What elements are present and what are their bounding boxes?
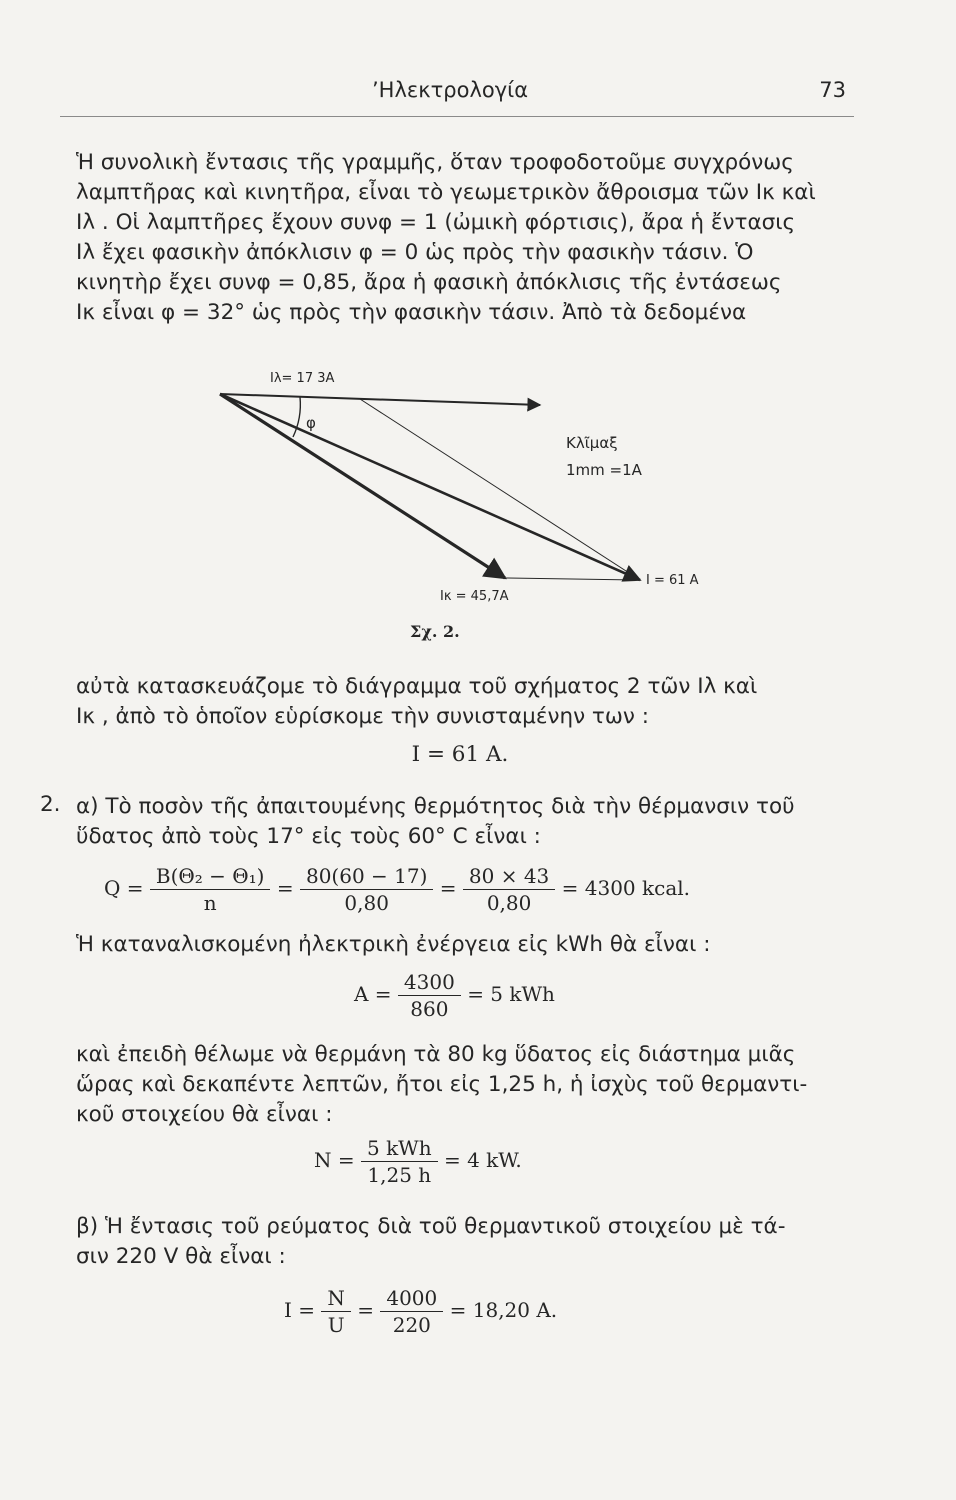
numerator: 4000 xyxy=(380,1288,443,1312)
fraction xyxy=(300,866,433,913)
equation: I = 61 A. xyxy=(411,742,509,767)
scale-value: 1mm =1A xyxy=(566,461,642,479)
text-line: Ἡ καταναλισκομένη ἠλεκτρικὴ ἐνέργεια εἰς kWh θὰ εἶναι : xyxy=(76,932,711,957)
construction-line xyxy=(360,399,640,580)
formula-n xyxy=(314,1138,522,1185)
formula-a xyxy=(354,972,555,1019)
text-line: β) Ἡ ἔντασις τοῦ ρεύματος διὰ τοῦ θερμαντικοῦ στοιχείου μὲ τά- xyxy=(76,1214,786,1239)
text-line: κοῦ στοιχείου θὰ εἶναι : xyxy=(76,1102,333,1127)
fraction xyxy=(463,866,555,913)
after-diagram-paragraph xyxy=(76,672,856,732)
phi-label: φ xyxy=(306,414,316,432)
denominator: 220 xyxy=(392,1313,431,1337)
numerator: B(Θ₂ − Θ₁) xyxy=(150,866,271,890)
text-line: λαμπτῆρας καὶ κινητῆρα, εἶναι τὸ γεωμετρικὸν ἄθροισμα τῶν Iκ καὶ xyxy=(76,180,816,205)
numerator: 80(60 − 17) xyxy=(300,866,433,890)
phi-angle-arc xyxy=(293,397,300,437)
formula-result: = 4 kW. xyxy=(443,1148,522,1172)
fraction xyxy=(398,972,461,1019)
formula-i: I = $\frac{N}{U}$ = $\frac{4000}{220}$ = 18,20 A. xyxy=(284,1286,558,1337)
formula-lhs: Q = xyxy=(104,876,144,900)
denominator: 0,80 xyxy=(344,891,389,915)
power-paragraph xyxy=(76,1040,856,1130)
i-label: I = 61 A xyxy=(646,573,699,588)
denominator: n xyxy=(203,891,217,915)
text-line: Iκ , ἀπὸ τὸ ὁποῖον εὑρίσκομε τὴν συνισταμένην των : xyxy=(76,704,649,729)
formula-result: = 18,20 A. xyxy=(449,1298,558,1322)
text-line: καὶ ἐπειδὴ θέλωμε νὰ θερμάνη τὰ 80 kg ὕδατος εἰς διάστημα μιᾶς xyxy=(76,1042,796,1067)
text-line: Iλ ἔχει φασικὴν ἀπόκλισιν φ = 0 ὡς πρὸς τὴν φασικὴν τάσιν. Ὁ xyxy=(76,240,754,265)
ik-vector xyxy=(220,394,505,578)
fraction xyxy=(150,866,271,913)
text-line: Ἡ συνολικὴ ἔντασις τῆς γραμμῆς, ὅταν τροφοδοτοῦμε συγχρόνως xyxy=(76,150,794,175)
text-line: ὥρας καὶ δεκαπέντε λεπτῶν, ἤτοι εἰς 1,25 h, ἡ ἰσχὺς τοῦ θερμαντι- xyxy=(76,1072,808,1097)
numerator: 80 × 43 xyxy=(463,866,555,890)
numerator: 5 kWh xyxy=(361,1138,438,1162)
construction-line xyxy=(505,578,640,580)
text-line: αὐτὰ κατασκευάζομε τὸ διάγραμμα τοῦ σχήματος 2 τῶν Iλ καὶ xyxy=(76,674,758,699)
formula-lhs: A = xyxy=(354,982,392,1006)
denominator: U xyxy=(327,1313,345,1337)
text-line: κινητὴρ ἔχει συνφ = 0,85, ἄρα ἡ φασικὴ ἀπόκλισις τῆς ἐντάσεως xyxy=(76,270,782,295)
text-line: σιν 220 V θὰ εἶναι : xyxy=(76,1244,286,1269)
denominator: 0,80 xyxy=(486,891,532,915)
result-line xyxy=(60,740,860,770)
fraction xyxy=(361,1138,438,1185)
text-line: Iλ . Οἱ λαμπτῆρες ἔχουν συνφ = 1 (ὠμικὴ φόρτισις), ἄρα ἡ ἔντασις xyxy=(76,210,796,235)
fraction xyxy=(380,1288,443,1335)
figure-caption: Σχ. 2. xyxy=(410,622,460,641)
formula-lhs: N = xyxy=(314,1148,355,1172)
fraction xyxy=(321,1288,351,1335)
scale-title: Κλῖμαξ xyxy=(566,434,618,452)
energy-paragraph xyxy=(76,930,856,960)
i-resultant-vector xyxy=(220,394,640,580)
page-number: 73 xyxy=(819,78,846,102)
ik-label: Iκ = 45,7A xyxy=(440,589,509,604)
formula-result: = 5 kWh xyxy=(467,982,555,1006)
running-title: ’Ηλεκτρολογία xyxy=(372,78,529,102)
numerator: 4300 xyxy=(398,972,461,996)
il-vector xyxy=(220,394,540,405)
denominator: 860 xyxy=(410,997,449,1021)
numerator: N xyxy=(321,1288,351,1312)
vector-diagram xyxy=(0,0,956,660)
text-line: α) Τὸ ποσὸν τῆς ἀπαιτουμένης θερμότητος διὰ τὴν θέρμανσιν τοῦ xyxy=(76,794,795,819)
item-number: 2. xyxy=(40,792,61,817)
item2b-paragraph xyxy=(76,1212,856,1272)
formula-q: Q = $\frac{\text{B(Θ₂ − Θ₁)}}{n}$ = $\frac{80(60 - 17)}{0,80}$ = $\frac{80 \times 43}{0,80}$ = 4300 kcal. xyxy=(104,864,690,915)
item2a-paragraph xyxy=(76,792,856,852)
text-line: ὕδατος ἀπὸ τοὺς 17° εἰς τοὺς 60° C εἶναι : xyxy=(76,824,541,849)
il-label: Iλ= 17 3A xyxy=(270,371,335,386)
formula-result: = 4300 kcal. xyxy=(561,876,690,900)
denominator: 1,25 h xyxy=(367,1163,432,1187)
text-line: Iκ εἶναι φ = 32° ὡς πρὸς τὴν φασικὴν τάσιν. Ἀπὸ τὰ δεδομένα xyxy=(76,300,747,325)
formula-lhs: I = xyxy=(284,1298,316,1322)
